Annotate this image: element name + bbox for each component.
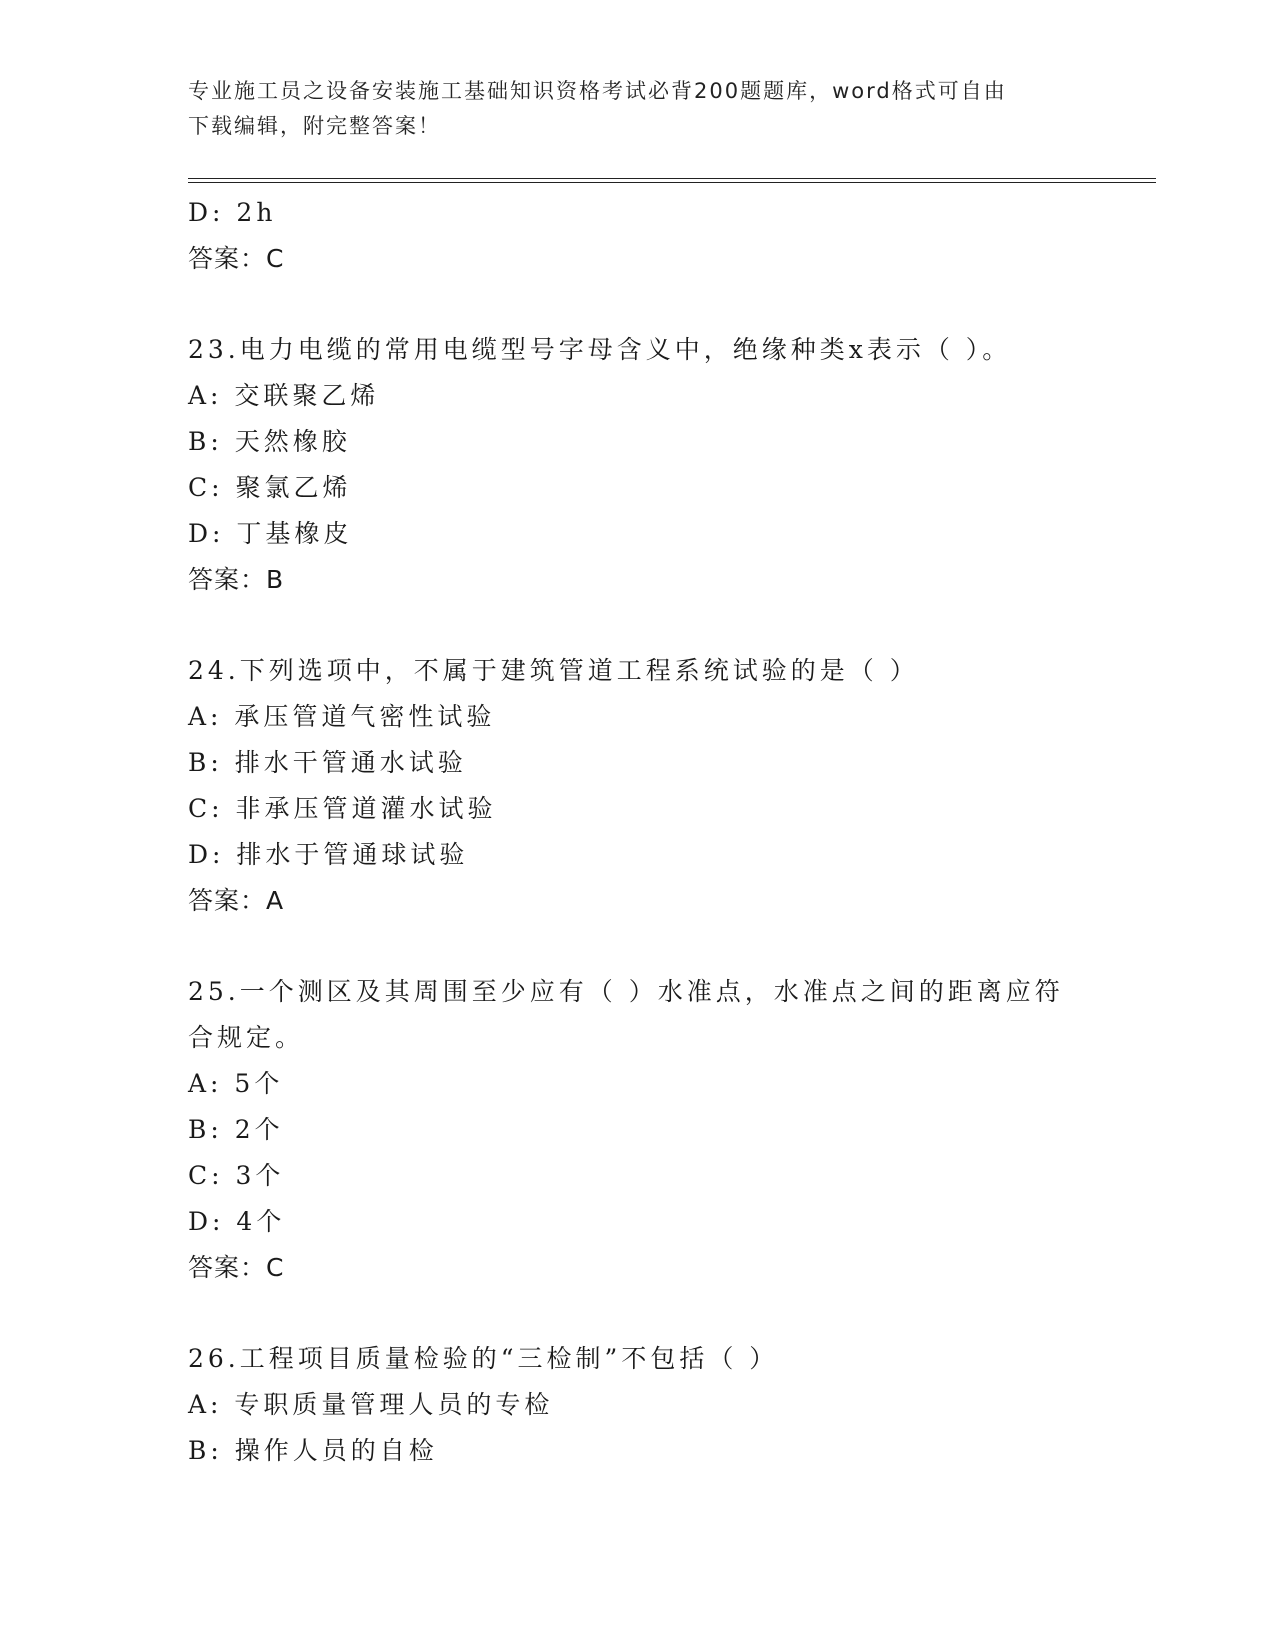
question-stem: 23.电力电缆的常用电缆型号字母含义中，绝缘种类x表示（ ）。 [188, 335, 1012, 364]
answer: 答案：C [188, 1253, 285, 1282]
option-b: B: 2个 [188, 1115, 284, 1144]
option-a: A: 承压管道气密性试验 [188, 702, 496, 731]
option-b: B: 排水干管通水试验 [188, 748, 467, 777]
prev-option-d: D: 2h [188, 198, 277, 227]
spacer [188, 1291, 1088, 1336]
option-d: D: 排水于管通球试验 [188, 840, 469, 869]
question-26 [188, 1336, 1088, 1474]
header-divider-bottom [188, 182, 1156, 183]
spacer [188, 924, 1088, 969]
option-d: D: 丁基橡皮 [188, 519, 353, 548]
question-list [188, 190, 1088, 1474]
option-d: D: 4个 [188, 1207, 286, 1236]
answer: 答案：B [188, 565, 285, 594]
header-line-1: 专业施工员之设备安装施工基础知识资格考试必背200题题库，word格式可自由 [188, 79, 1007, 103]
prev-answer: 答案：C [188, 244, 285, 273]
answer: 答案：A [188, 886, 285, 915]
question-stem-line-1: 25.一个测区及其周围至少应有（ ）水准点，水准点之间的距离应符 [188, 977, 1064, 1006]
option-b: B: 操作人员的自检 [188, 1436, 438, 1465]
question-25 [188, 969, 1088, 1291]
header-line-2: 下载编辑，附完整答案！ [188, 114, 441, 138]
header-divider-top [188, 178, 1156, 179]
option-a: A: 专职质量管理人员的专检 [188, 1390, 554, 1419]
document-header [188, 74, 1088, 144]
spacer [188, 282, 1088, 327]
option-a: A: 5个 [188, 1069, 284, 1098]
question-23 [188, 327, 1088, 603]
question-stem-line-2: 合规定。 [188, 1023, 305, 1052]
option-a: A: 交联聚乙烯 [188, 381, 380, 410]
spacer [188, 603, 1088, 648]
option-c: C: 非承压管道灌水试验 [188, 794, 497, 823]
option-c: C: 3个 [188, 1161, 285, 1190]
question-stem: 24.下列选项中，不属于建筑管道工程系统试验的是（ ） [188, 656, 919, 685]
question-24 [188, 648, 1088, 924]
option-c: C: 聚氯乙烯 [188, 473, 352, 502]
question-stem: 26.工程项目质量检验的“三检制”不包括（ ） [188, 1344, 779, 1373]
option-b: B: 天然橡胶 [188, 427, 351, 456]
